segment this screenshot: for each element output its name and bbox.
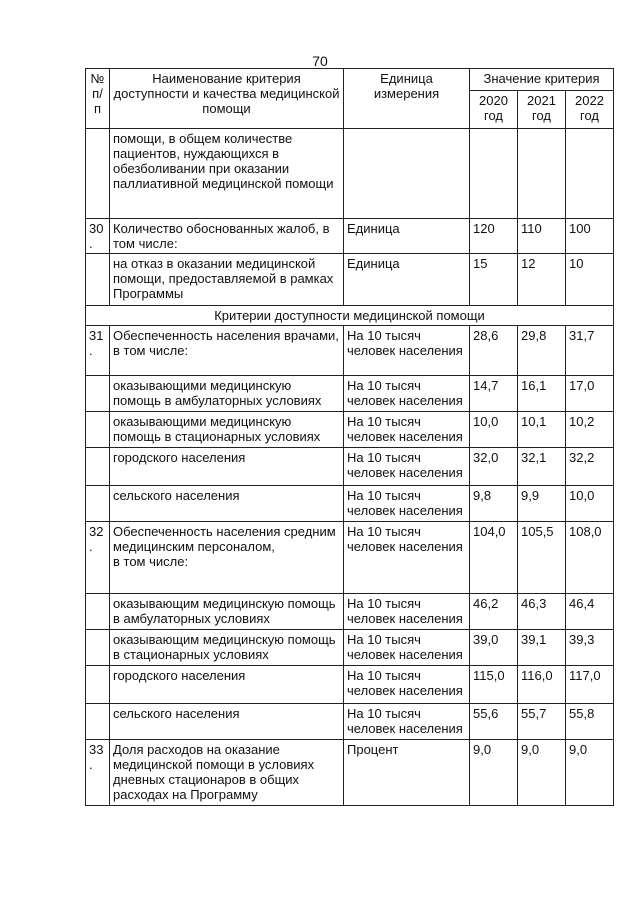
value-2022: 46,4 (566, 594, 614, 630)
value-2022: 32,2 (566, 448, 614, 486)
measure-unit (344, 129, 470, 219)
criterion-name: Доля расходов на оказание медицинской помощи в условиях дневных стационаров в общих расходах на Программу (110, 740, 344, 806)
value-2022: 17,0 (566, 376, 614, 412)
header-criterion-name: Наименование критерия доступности и качества медицинской помощи (110, 69, 344, 129)
table-body-bottom (86, 326, 614, 806)
value-2021: 9,0 (518, 740, 566, 806)
value-2022: 117,0 (566, 666, 614, 704)
value-2021: 116,0 (518, 666, 566, 704)
value-2020 (470, 129, 518, 219)
header-year-2020 (470, 91, 518, 129)
measure-unit: На 10 тысяч человек населения (344, 630, 470, 666)
section-heading-body (86, 306, 614, 326)
value-2021: 9,9 (518, 486, 566, 522)
value-2020: 46,2 (470, 594, 518, 630)
value-2020: 39,0 (470, 630, 518, 666)
criterion-name: городского населения (110, 666, 344, 704)
criterion-name: оказывающим медицинскую помощь в стационарных условиях (110, 630, 344, 666)
value-2022: 10,0 (566, 486, 614, 522)
header-year-2021 (518, 91, 566, 129)
table-row (86, 630, 614, 666)
row-number (86, 412, 110, 448)
value-2022: 9,0 (566, 740, 614, 806)
measure-unit: На 10 тысяч человек населения (344, 594, 470, 630)
section-row (86, 306, 614, 326)
table-row (86, 666, 614, 704)
value-2020: 32,0 (470, 448, 518, 486)
criterion-name: на отказ в оказании медицинской помощи, предоставляемой в рамках Программы (110, 254, 344, 306)
value-2020: 9,8 (470, 486, 518, 522)
measure-unit: На 10 тысяч человек населения (344, 326, 470, 376)
criterion-name: Обеспеченность населения средним медицинским персоналом, в том числе: (110, 522, 344, 594)
value-2022: 31,7 (566, 326, 614, 376)
criterion-name: сельского населения (110, 704, 344, 740)
measure-unit: На 10 тысяч человек населения (344, 486, 470, 522)
value-2021 (518, 129, 566, 219)
measure-unit: На 10 тысяч человек населения (344, 704, 470, 740)
value-2020: 9,0 (470, 740, 518, 806)
row-number (86, 666, 110, 704)
table-row (86, 486, 614, 522)
value-2021: 110 (518, 219, 566, 254)
table-header (86, 69, 614, 129)
value-2022: 100 (566, 219, 614, 254)
value-2021: 12 (518, 254, 566, 306)
measure-unit: Единица (344, 219, 470, 254)
measure-unit: На 10 тысяч человек населения (344, 666, 470, 704)
value-2020: 15 (470, 254, 518, 306)
table-row (86, 594, 614, 630)
table-row (86, 704, 614, 740)
value-2020: 14,7 (470, 376, 518, 412)
value-2021: 29,8 (518, 326, 566, 376)
row-number (86, 704, 110, 740)
header-value-group: Значение критерия (470, 69, 614, 91)
value-2021: 105,5 (518, 522, 566, 594)
criterion-name: оказывающим медицинскую помощь в амбулаторных условиях (110, 594, 344, 630)
value-2021: 16,1 (518, 376, 566, 412)
measure-unit: На 10 тысяч человек населения (344, 448, 470, 486)
header-year-2022-suffix: год (580, 108, 599, 123)
table-row (86, 522, 614, 594)
value-2020: 28,6 (470, 326, 518, 376)
header-year-2020-number: 2020 (479, 93, 508, 108)
value-2022: 55,8 (566, 704, 614, 740)
criterion-name: помощи, в общем количестве пациентов, нуждающихся в обезболивании при оказании паллиативной медицинской помощи (110, 129, 344, 219)
row-number (86, 486, 110, 522)
value-2020: 10,0 (470, 412, 518, 448)
table-row (86, 219, 614, 254)
row-number (86, 129, 110, 219)
page-number: 70 (312, 53, 328, 69)
table-row (86, 129, 614, 219)
value-2021: 39,1 (518, 630, 566, 666)
table-body-top (86, 129, 614, 306)
table-row (86, 326, 614, 376)
row-number (86, 376, 110, 412)
header-year-2020-suffix: год (484, 108, 503, 123)
section-title: Критерии доступности медицинской помощи (86, 306, 614, 326)
row-number: 32. (86, 522, 110, 594)
header-number: № п/п (86, 69, 110, 129)
header-year-2021-suffix: год (532, 108, 551, 123)
header-unit: Единица измерения (344, 69, 470, 129)
header-year-2021-number: 2021 (527, 93, 556, 108)
measure-unit: На 10 тысяч человек населения (344, 412, 470, 448)
value-2022: 39,3 (566, 630, 614, 666)
criterion-name: оказывающими медицинскую помощь в стационарных условиях (110, 412, 344, 448)
value-2020: 115,0 (470, 666, 518, 704)
measure-unit: На 10 тысяч человек населения (344, 376, 470, 412)
measure-unit: Единица (344, 254, 470, 306)
table-row (86, 740, 614, 806)
row-number (86, 594, 110, 630)
criterion-name: городского населения (110, 448, 344, 486)
criterion-name: Обеспеченность населения врачами, в том числе: (110, 326, 344, 376)
value-2022: 108,0 (566, 522, 614, 594)
value-2021: 32,1 (518, 448, 566, 486)
value-2020: 120 (470, 219, 518, 254)
criterion-name: Количество обоснованных жалоб, в том числе: (110, 219, 344, 254)
row-number (86, 254, 110, 306)
value-2022: 10,2 (566, 412, 614, 448)
value-2021: 10,1 (518, 412, 566, 448)
row-number: 30. (86, 219, 110, 254)
value-2021: 46,3 (518, 594, 566, 630)
value-2020: 104,0 (470, 522, 518, 594)
criterion-name: сельского населения (110, 486, 344, 522)
table-row (86, 254, 614, 306)
row-number (86, 448, 110, 486)
row-number: 33. (86, 740, 110, 806)
value-2021: 55,7 (518, 704, 566, 740)
value-2022: 10 (566, 254, 614, 306)
row-number: 31. (86, 326, 110, 376)
row-number (86, 630, 110, 666)
measure-unit: Процент (344, 740, 470, 806)
criterion-name: оказывающими медицинскую помощь в амбулаторных условиях (110, 376, 344, 412)
table-row (86, 376, 614, 412)
table-row (86, 412, 614, 448)
value-2020: 55,6 (470, 704, 518, 740)
header-year-2022-number: 2022 (575, 93, 604, 108)
criteria-table (85, 68, 614, 806)
value-2022 (566, 129, 614, 219)
header-year-2022 (566, 91, 614, 129)
measure-unit: На 10 тысяч человек населения (344, 522, 470, 594)
table-row (86, 448, 614, 486)
